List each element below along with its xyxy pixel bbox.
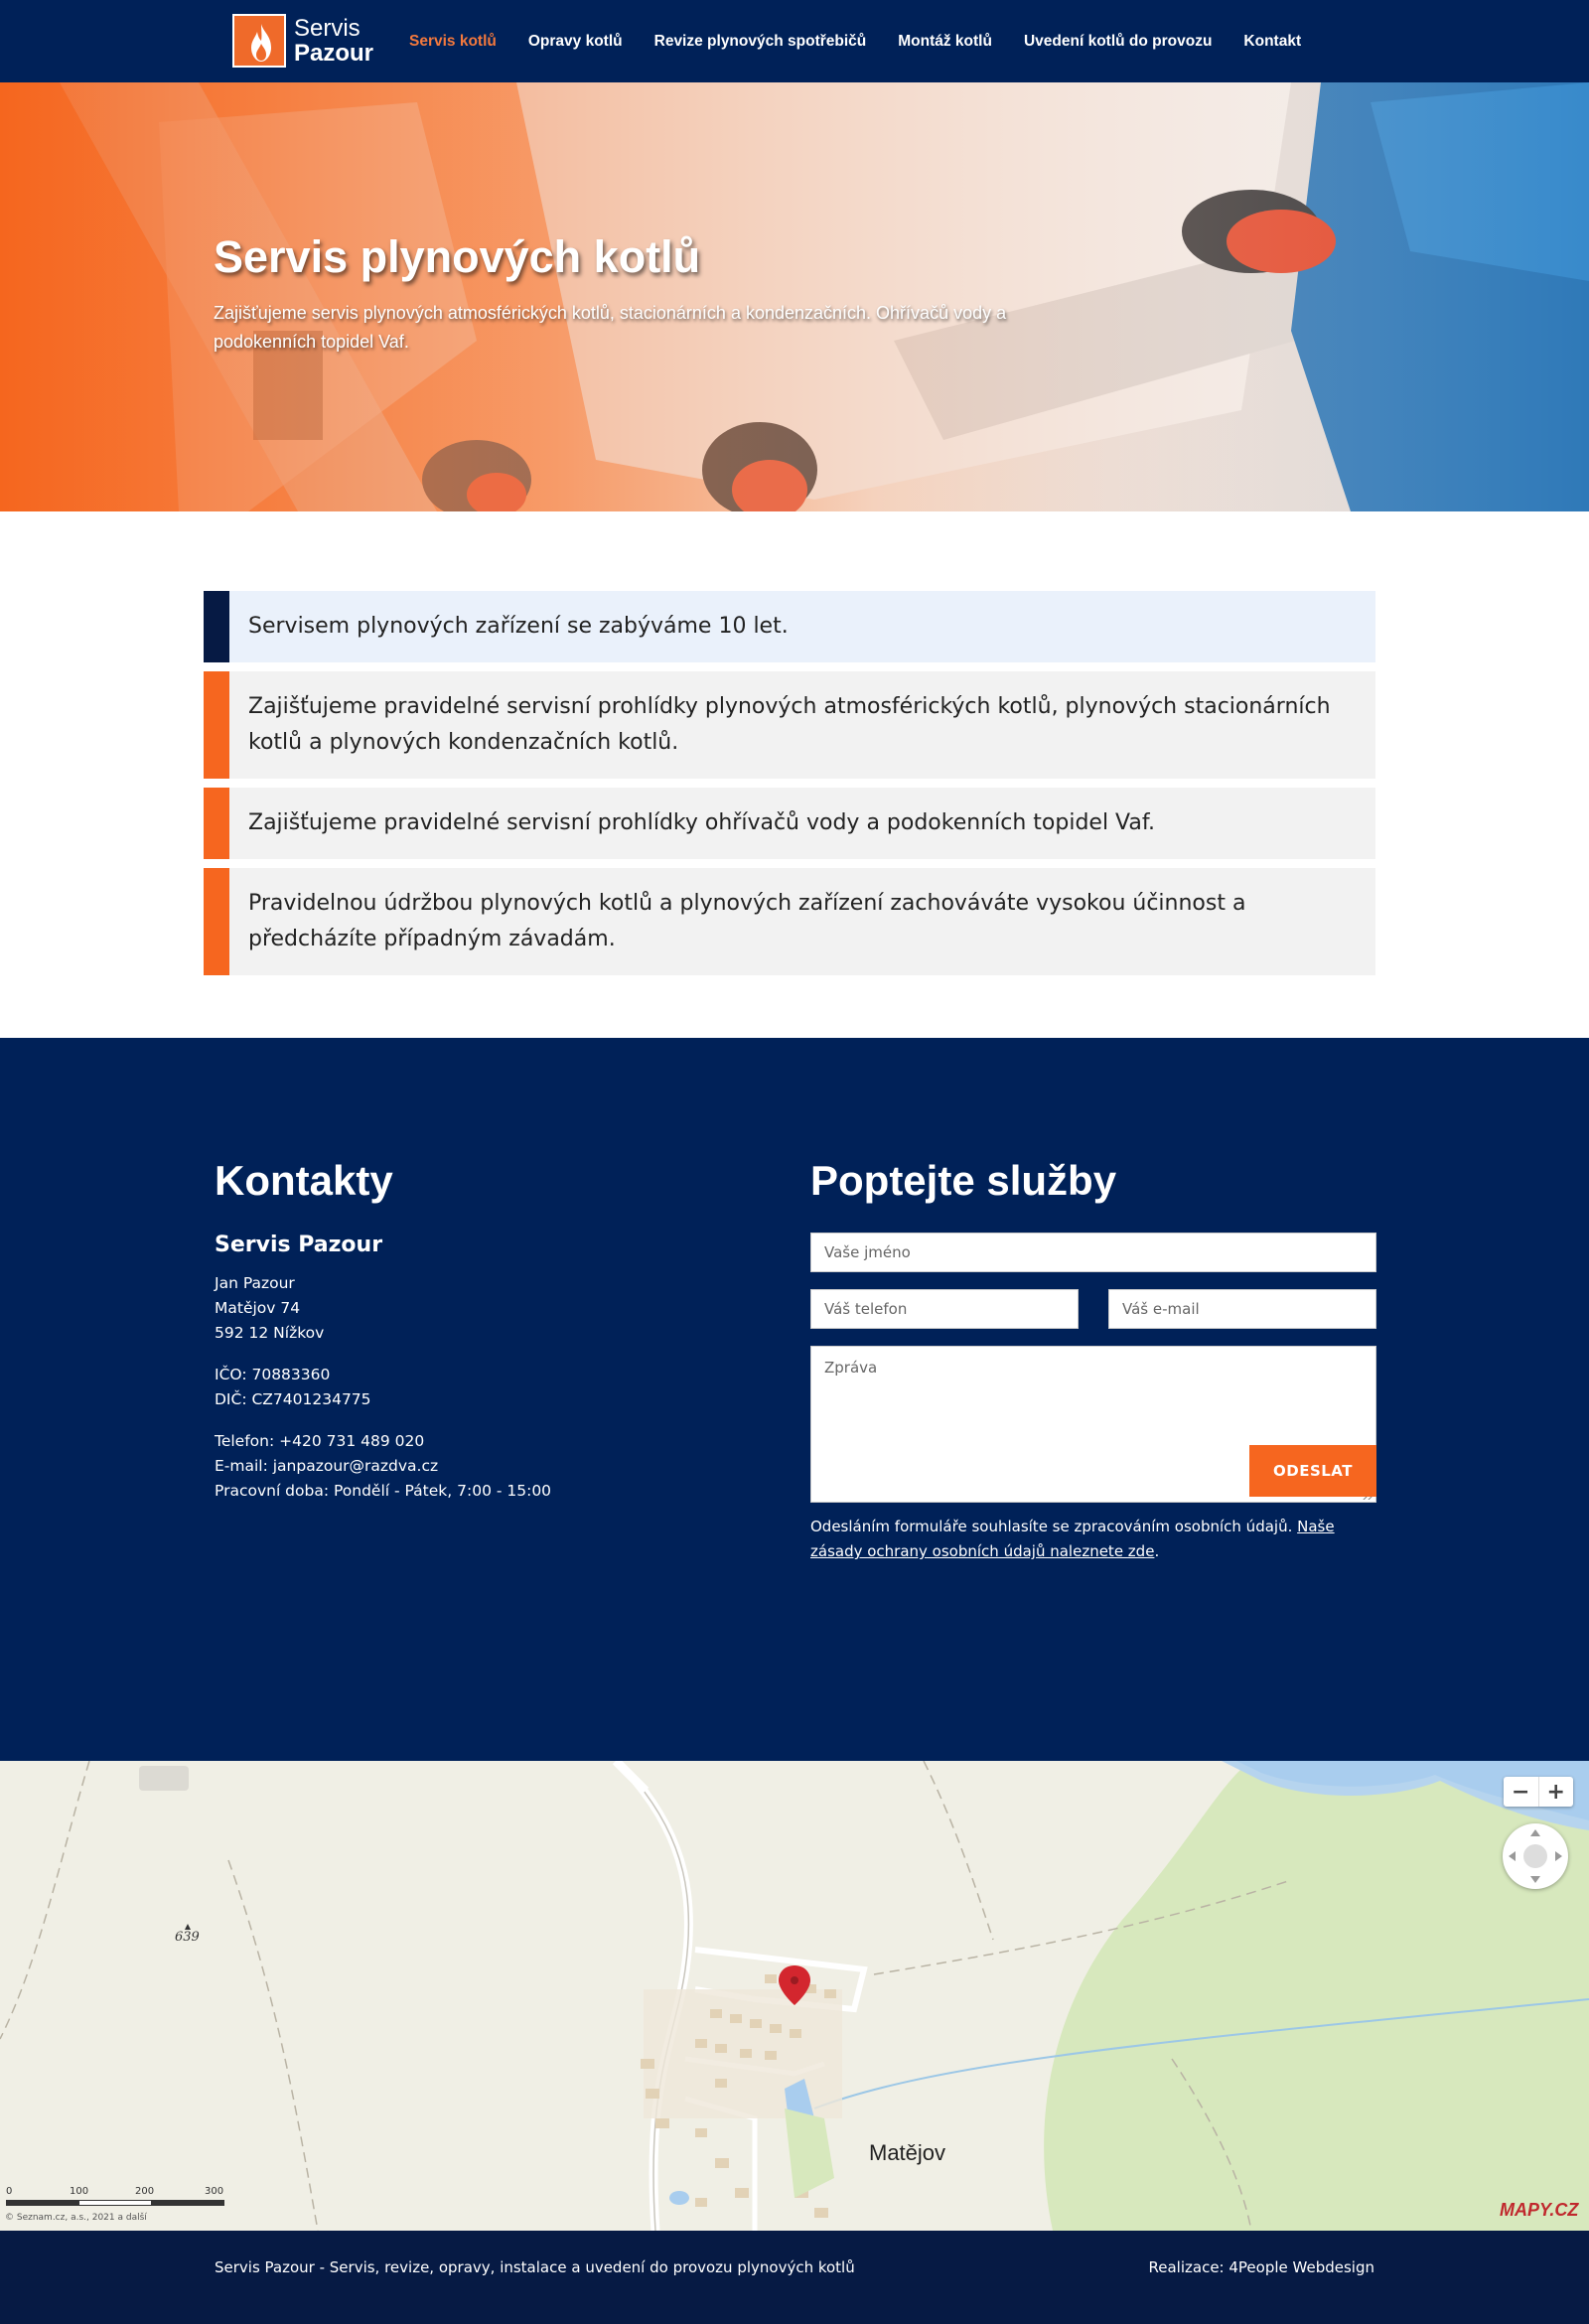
map-compass-icon[interactable] (1503, 1823, 1568, 1889)
map-place-label: Matějov (869, 2140, 946, 2165)
map-zoom-control (1504, 1777, 1573, 1807)
hero-subtitle: Zajišťujeme servis plynových atmosférických kotlů, stacionárních a kondenzačních. Ohřívačů vody a podokenních topidel Vaf. (214, 303, 1007, 352)
message-placeholder: Zpráva (824, 1359, 878, 1377)
nav-item-servis-kotlu[interactable]: Servis kotlů (409, 32, 497, 50)
contact-section (0, 1038, 1589, 1761)
zoom-out-button[interactable]: − (1512, 1779, 1530, 1805)
contact-street: Matějov 74 (215, 1299, 301, 1317)
map-scale (6, 2186, 224, 2206)
scale-bar (6, 2200, 224, 2206)
flame-icon (245, 22, 277, 64)
map-height-label: 639 (175, 1930, 200, 1945)
privacy-policy-link[interactable]: Naše zásady ochrany osobních údajů naleznete zde (810, 1518, 1335, 1560)
compass-center[interactable] (1523, 1844, 1547, 1868)
hero-background-image (0, 82, 1589, 511)
top-navigation (0, 0, 1589, 82)
phone-input[interactable]: Váš telefon (810, 1289, 1079, 1329)
consent-note (810, 1515, 1376, 1564)
info-item (204, 868, 1375, 975)
footer-description: Servis Pazour - Servis, revize, opravy, instalace a uvedení do provozu plynových kotlů (215, 2258, 855, 2276)
info-item (204, 788, 1375, 859)
contact-city: 592 12 Nížkov (215, 1324, 325, 1342)
page-footer (0, 2231, 1589, 2324)
scale-label: 300 (205, 2186, 224, 2197)
nav-item-uvedeni[interactable]: Uvedení kotlů do provozu (1023, 32, 1213, 50)
nav-item-opravy-kotlu[interactable]: Opravy kotlů (527, 32, 623, 50)
map-canvas[interactable] (0, 1761, 1589, 2231)
contact-email[interactable]: E-mail: janpazour@razdva.cz (215, 1457, 439, 1475)
map-widget[interactable] (0, 1761, 1589, 2231)
hero-banner (0, 82, 1589, 511)
contact-phone[interactable]: Telefon: +420 731 489 020 (215, 1432, 425, 1450)
consent-text: Odesláním formuláře souhlasíte se zpracováním osobních údajů. (810, 1518, 1298, 1535)
contacts-column (215, 1157, 711, 1504)
zoom-in-button[interactable]: + (1538, 1777, 1574, 1807)
form-row (810, 1289, 1376, 1329)
contact-person: Jan Pazour (215, 1274, 295, 1292)
contact-hours: Pracovní doba: Pondělí - Pátek, 7:00 - 15:00 (215, 1482, 552, 1500)
scale-label: 100 (70, 2186, 89, 2197)
hero-title: Servis plynových kotlů (214, 231, 701, 282)
nav-item-revize[interactable]: Revize plynových spotřebičů (653, 32, 867, 50)
info-item-accent (204, 591, 229, 662)
logo-line-1: Servis (294, 15, 361, 42)
scale-label: 200 (135, 2186, 155, 2197)
info-item-accent (204, 671, 229, 779)
info-item-accent (204, 868, 229, 975)
company-name: Servis Pazour (215, 1233, 383, 1257)
site-logo[interactable] (232, 14, 381, 70)
contact-ico: IČO: 70883360 (215, 1366, 331, 1383)
name-input[interactable]: Vaše jméno (810, 1233, 1376, 1272)
info-item-text: Zajišťujeme pravidelné servisní prohlídky plynových atmosférických kotlů, plynových stacionárních kotlů a plynových kondenzačních kotlů. (248, 694, 1331, 755)
scale-label: 0 (6, 2186, 13, 2197)
nav-item-montaz[interactable]: Montáž kotlů (898, 32, 992, 50)
email-input[interactable]: Váš e-mail (1108, 1289, 1376, 1329)
footer-credit[interactable]: Realizace: 4People Webdesign (1148, 2258, 1374, 2276)
logo-line-2: Pazour (294, 40, 374, 67)
info-item (204, 591, 1375, 662)
map-copyright[interactable]: © Seznam.cz, a.s., 2021 a další (5, 2213, 147, 2223)
consent-end: . (1154, 1542, 1160, 1560)
mapy-cz-logo[interactable]: MAPY.CZ (1500, 2200, 1579, 2220)
contacts-title: Kontakty (215, 1157, 393, 1204)
info-item-text: Servisem plynových zařízení se zabýváme 10 let. (248, 614, 789, 639)
logo-mark (232, 14, 286, 68)
info-item-accent (204, 788, 229, 859)
inquiry-form (810, 1157, 1376, 1560)
info-item (204, 671, 1375, 779)
submit-button[interactable]: ODESLAT (1249, 1445, 1376, 1497)
main-menu (393, 0, 1317, 82)
info-item-text: Pravidelnou údržbou plynových kotlů a plynových zařízení zachováváte vysokou účinnost a předcházíte případným závadám. (248, 891, 1246, 951)
info-item-text: Zajišťujeme pravidelné servisní prohlídky ohřívačů vody a podokenních topidel Vaf. (248, 810, 1156, 835)
info-list (204, 591, 1375, 984)
contact-dic: DIČ: CZ7401234775 (215, 1390, 371, 1408)
nav-item-kontakt[interactable]: Kontakt (1243, 32, 1302, 50)
logo-text (294, 16, 373, 66)
form-title: Poptejte služby (810, 1157, 1117, 1204)
